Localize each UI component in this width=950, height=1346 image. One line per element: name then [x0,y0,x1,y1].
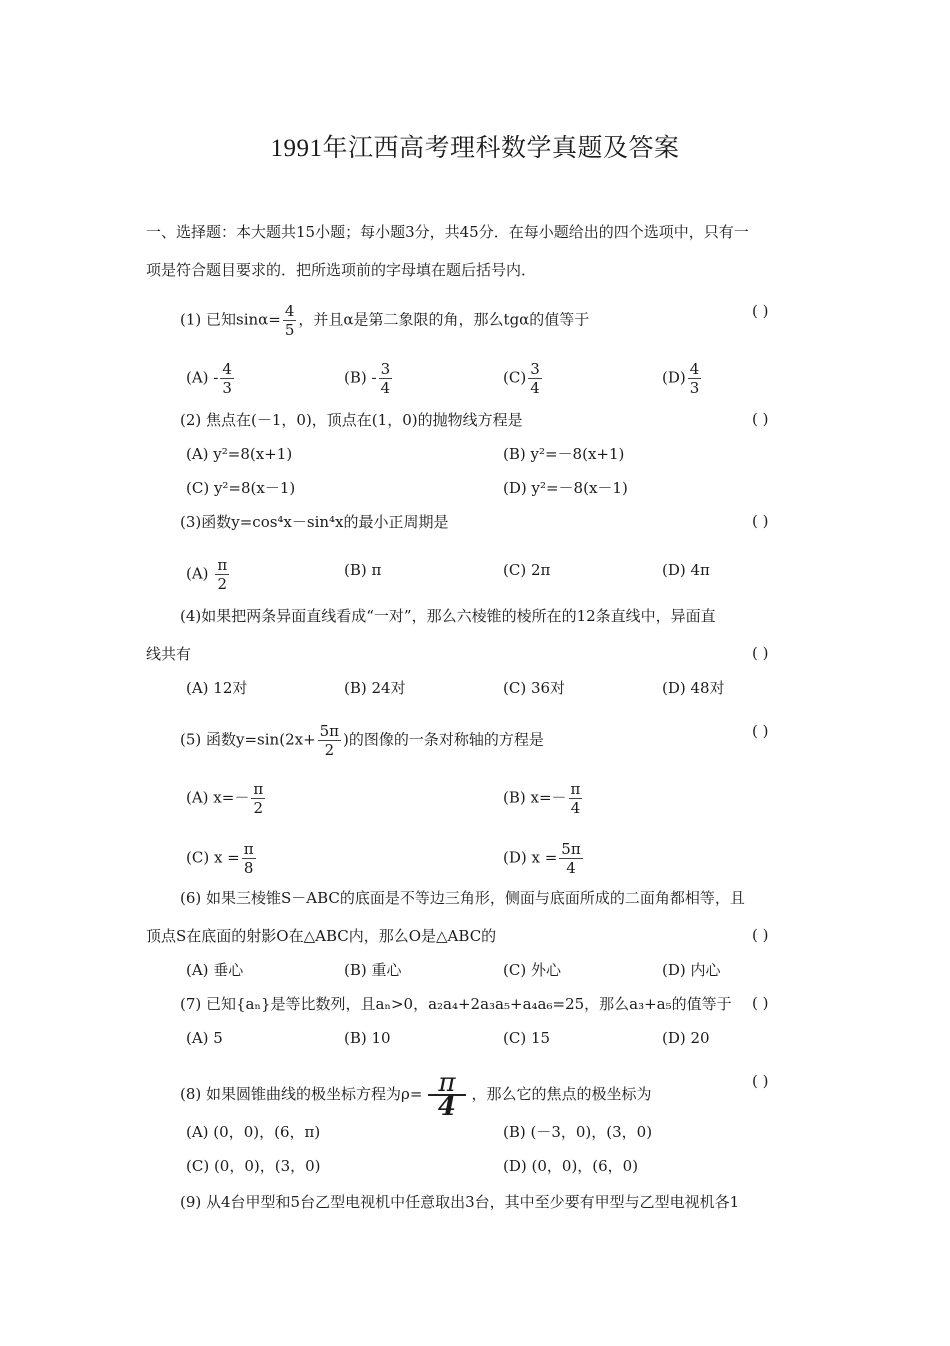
q5-answer-paren: ( ) [752,722,769,740]
q3-option-a-den: 2 [217,575,228,593]
q1-option-c-num: 3 [530,360,540,378]
q5-option-d-den: 4 [566,859,576,877]
q1-option-a [186,360,236,397]
q5-option-a [186,780,267,817]
q7-option-d: (D) 20 [662,1029,710,1047]
q5-stem-b: )的图像的一条对称轴的方程是 [343,730,544,749]
q1-fraction [283,302,297,339]
q5-option-a-num: π [253,780,264,798]
q1-answer-paren: ( ) [752,302,769,320]
q5-option-d-frac [559,840,582,877]
q5-option-b-frac [569,780,583,817]
q1-option-d-den: 3 [689,379,700,397]
q1-stem [180,302,589,339]
q1-option-b-frac [379,360,393,397]
q5-fraction [318,722,341,759]
q4-option-d: (D) 48对 [662,679,725,697]
q2-answer-paren: ( ) [752,410,769,428]
q1-option-b-den: 4 [380,379,391,397]
q7-stem: (7) 已知{aₙ}是等比数列，且aₙ>0，a₂a₄+2a₃a₅+a₄a₆=25，那么a₃+a₅的值等于 [180,995,732,1013]
q5-option-c [186,840,258,877]
q7-answer-paren: ( ) [752,994,769,1012]
q6-option-a: (A) 垂心 [186,961,244,979]
q8-stem-b: ，那么它的焦点的极坐标为 [471,1085,652,1103]
q1-option-c-den: 4 [530,379,540,397]
q8-option-b: (B) (－3，0)，(3，0) [503,1123,653,1141]
q8-option-a: (A) (0，0)，(6，π) [186,1123,321,1141]
q5-frac-num: 5π [319,722,340,740]
q5-option-b-label: (B) x=－ [503,788,567,807]
q4-option-a: (A) 12对 [186,679,248,697]
q1-option-a-den: 3 [222,379,232,397]
q8-frac-den: 4 [437,1092,456,1122]
q5-option-a-den: 2 [253,799,264,817]
q1-option-d-label: (D) [662,368,686,387]
q8-answer-paren: ( ) [752,1072,769,1090]
q6-option-b: (B) 重心 [344,961,402,979]
q8-option-d: (D) (0，0)，(6，0) [503,1157,639,1175]
q5-option-d-num: 5π [561,840,581,858]
q5-option-d-label: (D) x = [503,848,558,867]
q1-option-b [344,360,394,397]
q1-option-d [662,360,703,397]
q1-frac-num: 4 [284,302,295,320]
q5-option-b [503,780,584,817]
q6-stem-line-1: (6) 如果三棱锥S－ABC的底面是不等边三角形，侧面与底面所成的二面角都相等，且 [180,889,745,907]
q5-option-a-frac [251,780,265,817]
q5-option-c-den: 8 [243,859,254,877]
q1-frac-den: 5 [284,321,295,339]
q8-stem-a: (8) 如果圆锥曲线的极坐标方程为ρ= [180,1085,423,1103]
q7-option-a: (A) 5 [186,1029,223,1047]
q9-stem: (9) 从4台甲型和5台乙型电视机中任意取出3台，其中至少要有甲型与乙型电视机各1 [180,1193,740,1211]
q3-option-c: (C) 2π [503,561,551,579]
q5-option-d [503,840,585,877]
q3-option-a-frac [215,556,229,593]
q5-option-c-frac [242,840,256,877]
q5-option-a-label: (A) x=－ [186,788,250,807]
q1-option-b-label: (B) - [344,368,377,387]
q5-frac-den: 2 [324,741,335,759]
q5-option-c-num: π [243,840,254,858]
q2-option-c: (C) y²=8(x－1) [186,479,296,497]
q3-option-b: (B) π [344,561,382,579]
q7-option-c: (C) 15 [503,1029,551,1047]
q6-option-c: (C) 外心 [503,961,561,979]
q4-option-c: (C) 36对 [503,679,566,697]
intro-line-1: 一、选择题：本大题共15小题；每小题3分，共45分．在每小题给出的四个选项中，只有一 [146,223,749,241]
q3-option-a-num: π [217,556,228,574]
q5-option-b-num: π [570,780,581,798]
q1-stem-a: (1) 已知sinα= [180,310,281,329]
q1-stem-b: ，并且α是第二象限的角，那么tgα的值等于 [298,310,590,329]
q1-option-c [503,360,544,397]
q8-option-c: (C) (0，0)，(3，0) [186,1157,321,1175]
q6-answer-paren: ( ) [752,926,769,944]
q8-frac-num: π [428,1072,465,1096]
q6-stem-line-2: 顶点S在底面的射影O在△ABC内，那么O是△ABC的 [146,927,497,945]
q4-stem-line-2: 线共有 [146,645,192,663]
q1-option-b-num: 3 [380,360,391,378]
q4-answer-paren: ( ) [752,644,769,662]
q1-option-c-frac [528,360,542,397]
q8-stem [180,1068,652,1122]
q3-stem: (3)函数y=cos⁴x－sin⁴x的最小正周期是 [180,513,449,531]
intro-line-2: 项是符合题目要求的．把所选项前的字母填在题后括号内． [146,261,537,279]
document-title: 1991年江西高考理科数学真题及答案 [270,135,680,162]
q4-option-b: (B) 24对 [344,679,406,697]
q2-stem: (2) 焦点在(－1，0)，顶点在(1，0)的抛物线方程是 [180,411,523,429]
q7-option-b: (B) 10 [344,1029,391,1047]
q3-option-d: (D) 4π [662,561,710,579]
q2-option-a: (A) y²=8(x+1) [186,445,293,463]
q1-option-a-label: (A) - [186,368,219,387]
q3-option-a-label: (A) [186,564,209,583]
q5-option-c-label: (C) x = [186,848,240,867]
q2-option-d: (D) y²=－8(x－1) [503,479,628,497]
q2-option-b: (B) y²=－8(x+1) [503,445,625,463]
q5-option-b-den: 4 [570,799,581,817]
q1-option-d-frac [688,360,702,397]
q6-option-d: (D) 内心 [662,961,721,979]
q4-stem-line-1: (4)如果把两条异面直线看成“一对”，那么六棱锥的棱所在的12条直线中，异面直 [180,607,716,625]
q8-fraction [428,1068,465,1122]
q1-option-a-num: 4 [222,360,232,378]
q1-option-a-frac [220,360,234,397]
q3-answer-paren: ( ) [752,512,769,530]
q1-option-c-label: (C) [503,368,527,387]
q5-stem-a: (5) 函数y=sin(2x+ [180,730,316,749]
q3-option-a [186,556,231,593]
q1-option-d-num: 4 [689,360,700,378]
q5-stem [180,722,544,759]
